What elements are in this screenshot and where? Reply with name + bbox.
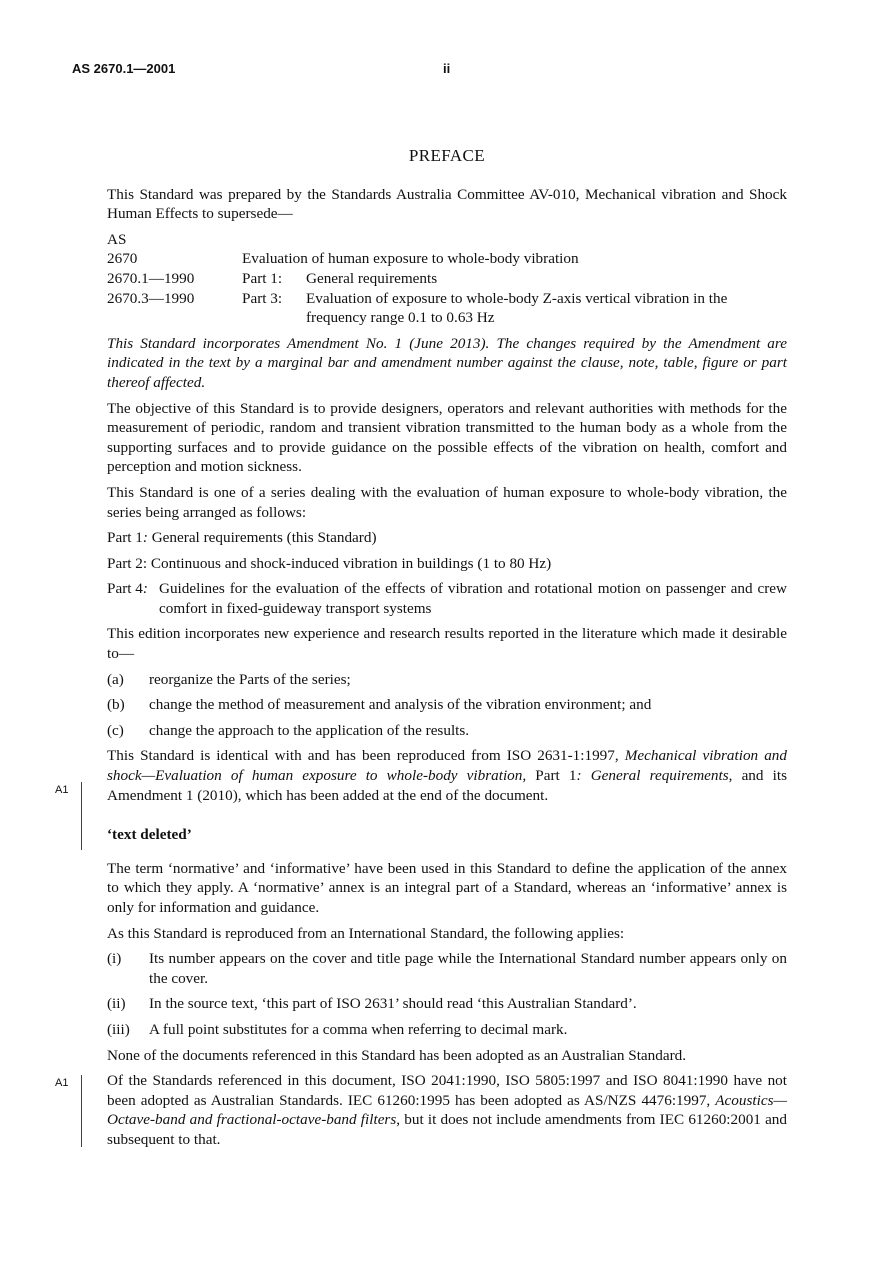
superseded-row [107, 249, 787, 269]
edition-list-item [107, 721, 787, 741]
reproduced-list-item [107, 949, 787, 988]
list-label: (a) [107, 670, 124, 688]
series-part-item [107, 579, 787, 618]
reproduced-intro-paragraph: As this Standard is reproduced from an International Standard, the following applies: [107, 924, 625, 942]
part-label: Part 1 [107, 529, 143, 547]
edition-list-item [107, 695, 787, 715]
series-part-item [107, 528, 787, 548]
identical-text: This Standard is identical with and has been reproduced from ISO 2631-1:1997, [107, 747, 625, 765]
referenced-text: Of the Standards referenced in this document, ISO 2041:1990, ISO 5805:1997 and ISO 8041:1990 have not been adopted as Australian Standards. IEC 61260:1995 has been adopted as AS/NZS 4476:1997, [107, 1072, 787, 1109]
identical-paragraph [107, 746, 787, 805]
series-intro-paragraph: This Standard is one of a series dealing with the evaluation of human exposure to whole-body vibration, the series being arranged as follows: [107, 483, 787, 521]
reproduced-list-item [107, 994, 787, 1014]
list-label: (iii) [107, 1020, 130, 1038]
standard-number: 2670.1—1990 [107, 269, 195, 287]
amendment-mark-label: A1 [55, 1077, 69, 1089]
amendment-note: This Standard incorporates Amendment No. 1 (June 2013). The changes required by the Amendment are indicated in the text by a marginal bar and amendment number against the clause, note, table, figure or part thereof affected. [107, 334, 787, 391]
standard-title: Evaluation of human exposure to whole-body vibration [242, 250, 579, 268]
standard-number: 2670 [107, 250, 138, 268]
list-text: A full point substitutes for a comma when referring to decimal mark. [149, 1020, 568, 1038]
part-separator: : [142, 554, 148, 572]
standard-title: General requirements [306, 269, 438, 287]
part-text: General requirements (this Standard) [147, 529, 377, 547]
objective-paragraph: The objective of this Standard is to provide designers, operators and relevant authorities with methods for the measurement of periodic, random and transient vibration transmitted to the human body as a whole from the supporting surfaces and to provide guidance on the possible effects of the vibration on health, comfort and perception and motion sickness. [107, 399, 787, 476]
edition-list-item [107, 670, 787, 690]
part-text: Continuous and shock-induced vibration in buildings (1 to 80 Hz) [147, 554, 552, 572]
list-label: (ii) [107, 995, 126, 1013]
normative-paragraph: The term ‘normative’ and ‘informative’ have been used in this Standard to define the application of the annex to which they apply. A ‘normative’ annex is an integral part of a Standard, whereas an ‘informative’ annex is only for information and guidance. [107, 859, 787, 916]
superseded-row [107, 289, 787, 328]
list-label: (i) [107, 950, 122, 968]
reproduced-list-item [107, 1020, 787, 1040]
superseded-heading: AS [107, 230, 127, 248]
page-content [107, 146, 787, 1156]
none-adopted-paragraph: None of the documents referenced in this Standard has been adopted as an Australian Standard. [107, 1046, 687, 1064]
part-separator: : [142, 529, 148, 547]
part-label: Part 4 [107, 580, 143, 598]
standard-title: Evaluation of exposure to whole-body Z-axis vertical vibration in the frequency range 0.1 to 0.63 Hz [306, 289, 728, 327]
referenced-text-end: , but it does not include amendments from IEC 61260:2001 and subsequent to that. [107, 1111, 787, 1148]
list-text: Its number appears on the cover and title page while the International Standard number appears only on the cover. [149, 950, 787, 987]
list-text: change the method of measurement and analysis of the vibration environment; and [149, 696, 652, 714]
referenced-paragraph [107, 1071, 787, 1149]
iso-part-title: : General requirements [576, 767, 729, 785]
document-id: AS 2670.1—2001 [72, 61, 176, 76]
page-number: ii [443, 61, 451, 76]
identical-part: Part 1 [526, 767, 577, 785]
intro-paragraph: This Standard was prepared by the Standards Australia Committee AV-010, Mechanical vibration and Shock Human Effects to supersede— [107, 185, 787, 223]
list-text: change the approach to the application of the results. [149, 721, 470, 739]
amendment-marginal-bar [81, 782, 82, 850]
list-label: (c) [107, 721, 124, 739]
amendment-mark-label: A1 [55, 784, 69, 796]
list-label: (b) [107, 696, 125, 714]
superseded-standards-table [107, 230, 787, 328]
edition-intro-paragraph: This edition incorporates new experience and research results reported in the literature which made it desirable to— [107, 625, 787, 663]
identical-text-end: , and its Amendment 1 (2010), which has been added at the end of the document. [107, 767, 787, 804]
filter-standard-title: Acoustics—Octave-band and fractional-octave-band filters [107, 1091, 787, 1129]
part-separator: : [142, 580, 148, 598]
iso-title: Mechanical vibration and shock—Evaluation of human exposure to whole-body vibration, [107, 747, 787, 785]
page-title: PREFACE [408, 146, 486, 165]
list-text: reorganize the Parts of the series; [149, 670, 351, 688]
superseded-row [107, 269, 787, 289]
list-text: In the source text, ‘this part of ISO 2631’ should read ‘this Australian Standard’. [149, 995, 637, 1013]
standard-part: Part 3: [242, 289, 283, 307]
series-part-item [107, 554, 787, 574]
amendment-marginal-bar [81, 1075, 82, 1147]
standard-part: Part 1: [242, 269, 283, 287]
text-deleted-heading: ‘text deleted’ [107, 826, 192, 844]
part-label: Part 2 [107, 554, 143, 572]
part-text: Guidelines for the evaluation of the effects of vibration and rotational motion on passenger and crew comfort in fixed-guideway transport systems [159, 580, 787, 617]
standard-number: 2670.3—1990 [107, 289, 195, 307]
